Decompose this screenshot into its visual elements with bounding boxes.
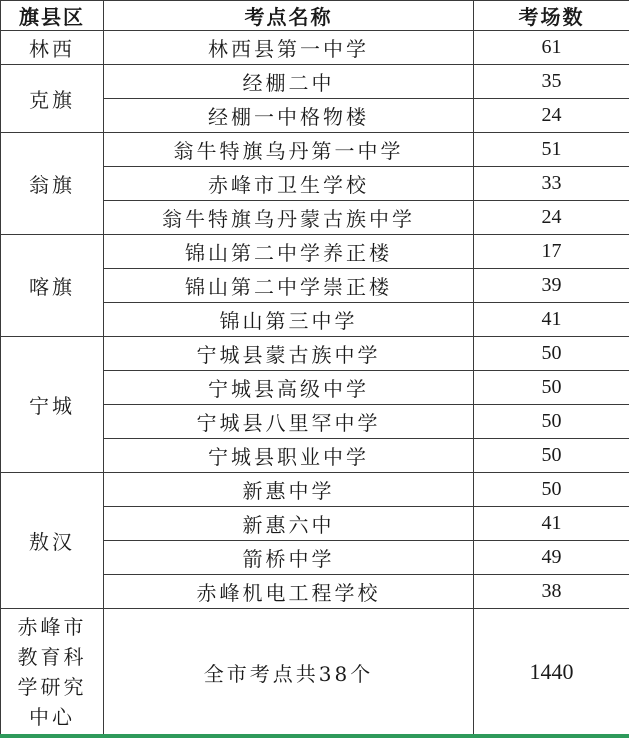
site-cell: 赤峰市卫生学校 [104, 167, 474, 201]
header-row [1, 1, 629, 31]
rooms-cell: 41 [474, 507, 629, 541]
header-site: 考点名称 [104, 1, 474, 31]
site-cell: 宁城县八里罕中学 [104, 405, 474, 439]
site-cell: 赤峰机电工程学校 [104, 575, 474, 609]
agency-line: 赤峰市 [17, 615, 87, 639]
rooms-cell: 24 [474, 99, 629, 133]
agency-cell [1, 609, 104, 736]
rooms-cell: 49 [474, 541, 629, 575]
site-cell: 新惠六中 [104, 507, 474, 541]
table-row [1, 65, 629, 99]
site-cell: 翁牛特旗乌丹蒙古族中学 [104, 201, 474, 235]
site-cell: 经棚二中 [104, 65, 474, 99]
rooms-cell: 50 [474, 439, 629, 473]
site-cell: 新惠中学 [104, 473, 474, 507]
total-row [1, 609, 629, 736]
total-rooms-value: 1440 [474, 609, 629, 736]
site-cell: 翁牛特旗乌丹第一中学 [104, 133, 474, 167]
rooms-cell: 35 [474, 65, 629, 99]
table-row [1, 473, 629, 507]
region-cell: 林西 [1, 31, 104, 65]
site-cell: 宁城县高级中学 [104, 371, 474, 405]
region-cell: 克旗 [1, 65, 104, 133]
rooms-cell: 33 [474, 167, 629, 201]
bottom-divider [0, 734, 629, 738]
agency-line: 中心 [29, 705, 75, 729]
rooms-cell: 38 [474, 575, 629, 609]
region-cell: 喀旗 [1, 235, 104, 337]
rooms-cell: 17 [474, 235, 629, 269]
total-sites-label: 全市考点共38个 [104, 609, 474, 736]
rooms-cell: 50 [474, 337, 629, 371]
rooms-cell: 50 [474, 405, 629, 439]
rooms-cell: 39 [474, 269, 629, 303]
site-cell: 锦山第二中学养正楼 [104, 235, 474, 269]
region-cell: 翁旗 [1, 133, 104, 235]
agency-line: 学研究 [17, 675, 87, 699]
rooms-cell: 51 [474, 133, 629, 167]
region-cell: 敖汉 [1, 473, 104, 609]
site-cell: 锦山第三中学 [104, 303, 474, 337]
rooms-cell: 41 [474, 303, 629, 337]
table-row [1, 235, 629, 269]
site-cell: 经棚一中格物楼 [104, 99, 474, 133]
site-cell: 箭桥中学 [104, 541, 474, 575]
region-cell: 宁城 [1, 337, 104, 473]
rooms-cell: 61 [474, 31, 629, 65]
table-body [1, 31, 629, 736]
header-region: 旗县区 [1, 1, 104, 31]
site-cell: 宁城县职业中学 [104, 439, 474, 473]
table-row [1, 31, 629, 65]
header-rooms: 考场数 [474, 1, 629, 31]
rooms-cell: 24 [474, 201, 629, 235]
site-cell: 锦山第二中学崇正楼 [104, 269, 474, 303]
site-cell: 林西县第一中学 [104, 31, 474, 65]
rooms-cell: 50 [474, 371, 629, 405]
table-row [1, 337, 629, 371]
agency-line: 教育科 [17, 645, 87, 669]
table-row [1, 133, 629, 167]
rooms-cell: 50 [474, 473, 629, 507]
site-cell: 宁城县蒙古族中学 [104, 337, 474, 371]
